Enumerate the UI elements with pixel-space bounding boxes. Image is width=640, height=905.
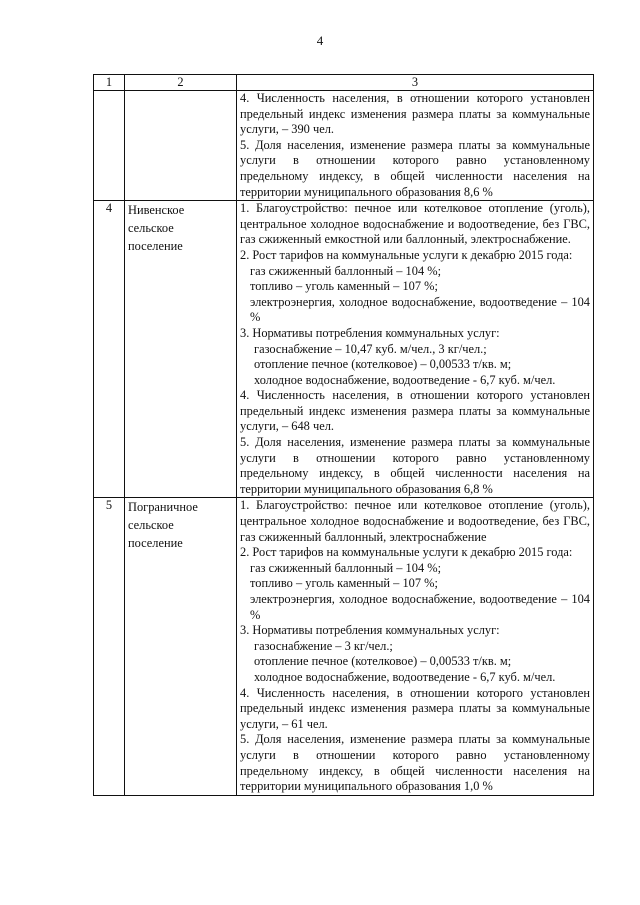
- detail-line: газоснабжение – 3 кг/чел.;: [254, 638, 393, 653]
- settlement-name: [125, 498, 237, 795]
- row-number: 4: [94, 201, 125, 498]
- detail-line: 1. Благоустройство: печное или котелковое отопление (уголь), центральное холодное водоснабжение и водоотведение, без ГВС, газ сжиженный баллонный, электроснабжение: [240, 498, 590, 544]
- settlement-name-line: поселение: [128, 536, 183, 551]
- detail-line: газ сжиженный баллонный – 104 %;: [250, 263, 442, 278]
- detail-line: газ сжиженный баллонный – 104 %;: [250, 560, 442, 575]
- column-header-1: 1: [94, 75, 125, 91]
- detail-line: топливо – уголь каменный – 107 %;: [250, 576, 438, 591]
- detail-line: 1. Благоустройство: печное или котелковое отопление (уголь), центральное холодное водоснабжение и водоотведение, без ГВС, газ сжиженный емкостной или баллонный, электроснабжение.: [240, 201, 590, 247]
- settlement-name-line: Пограничное: [128, 500, 198, 515]
- settlement-name-line: поселение: [128, 239, 183, 254]
- row-number: 5: [94, 498, 125, 795]
- detail-line: 5. Доля населения, изменение размера платы за коммунальные услуги в отношении которого равно установленному предельному индексу, в общей численности населения на территории муниципального образования 1,0 %: [240, 732, 590, 794]
- table-row-4: [94, 201, 594, 498]
- detail-line: электроэнергия, холодное водоснабжение, водоотведение – 104 %: [250, 294, 590, 325]
- detail-line: 2. Рост тарифов на коммунальные услуги к декабрю 2015 года:: [240, 247, 573, 262]
- page-number: 4: [316, 33, 324, 48]
- detail-line: газоснабжение – 10,47 куб. м/чел., 3 кг/чел.;: [254, 341, 487, 356]
- detail-line: 4. Численность населения, в отношении которого установлен предельный индекс изменения размера платы за коммунальные услуги, – 61 чел.: [240, 685, 590, 731]
- table-row-5: [94, 498, 594, 795]
- settlement-name-line: Нивенское: [128, 203, 185, 218]
- settlement-name-cell: [125, 91, 237, 201]
- row-details: [237, 201, 594, 498]
- detail-line: холодное водоснабжение, водоотведение - 6,7 куб. м/чел.: [254, 669, 556, 684]
- row-details-cell: [237, 91, 594, 201]
- row-number-cell: [94, 91, 125, 201]
- cont-line-5: 5. Доля населения, изменение размера платы за коммунальные услуги в отношении которого равно установленному предельному индексу, в общей численности населения на территории муниципального образования 8,6 %: [240, 137, 590, 199]
- detail-line: топливо – уголь каменный – 107 %;: [250, 279, 438, 294]
- detail-line: электроэнергия, холодное водоснабжение, водоотведение – 104 %: [250, 592, 590, 622]
- detail-line: отопление печное (котелковое) – 0,00533 т/кв. м;: [254, 357, 512, 372]
- table-header-row: [94, 75, 594, 91]
- detail-line: 3. Нормативы потребления коммунальных услуг:: [240, 623, 500, 638]
- column-header-3: 3: [237, 75, 594, 91]
- detail-line: 3. Нормативы потребления коммунальных услуг:: [240, 325, 500, 340]
- tariff-table: [93, 74, 594, 796]
- table-row-continuation: [94, 91, 594, 201]
- settlement-name: [125, 201, 237, 498]
- settlement-name-line: сельское: [128, 221, 174, 236]
- row-details: [237, 498, 594, 795]
- column-header-2: 2: [125, 75, 237, 91]
- detail-line: 2. Рост тарифов на коммунальные услуги к декабрю 2015 года:: [240, 545, 573, 560]
- settlement-name-line: сельское: [128, 518, 174, 533]
- detail-line: холодное водоснабжение, водоотведение - 6,7 куб. м/чел.: [254, 372, 556, 387]
- detail-line: 5. Доля населения, изменение размера платы за коммунальные услуги в отношении которого равно установленному предельному индексу, в общей численности населения на территории муниципального образования 6,8 %: [240, 435, 590, 496]
- detail-line: отопление печное (котелковое) – 0,00533 т/кв. м;: [254, 654, 512, 669]
- detail-line: 4. Численность населения, в отношении которого установлен предельный индекс изменения размера платы за коммунальные услуги, – 648 чел.: [240, 388, 590, 434]
- cont-line-4: 4. Численность населения, в отношении которого установлен предельный индекс изменения размера платы за коммунальные услуги, – 390 чел.: [240, 91, 590, 137]
